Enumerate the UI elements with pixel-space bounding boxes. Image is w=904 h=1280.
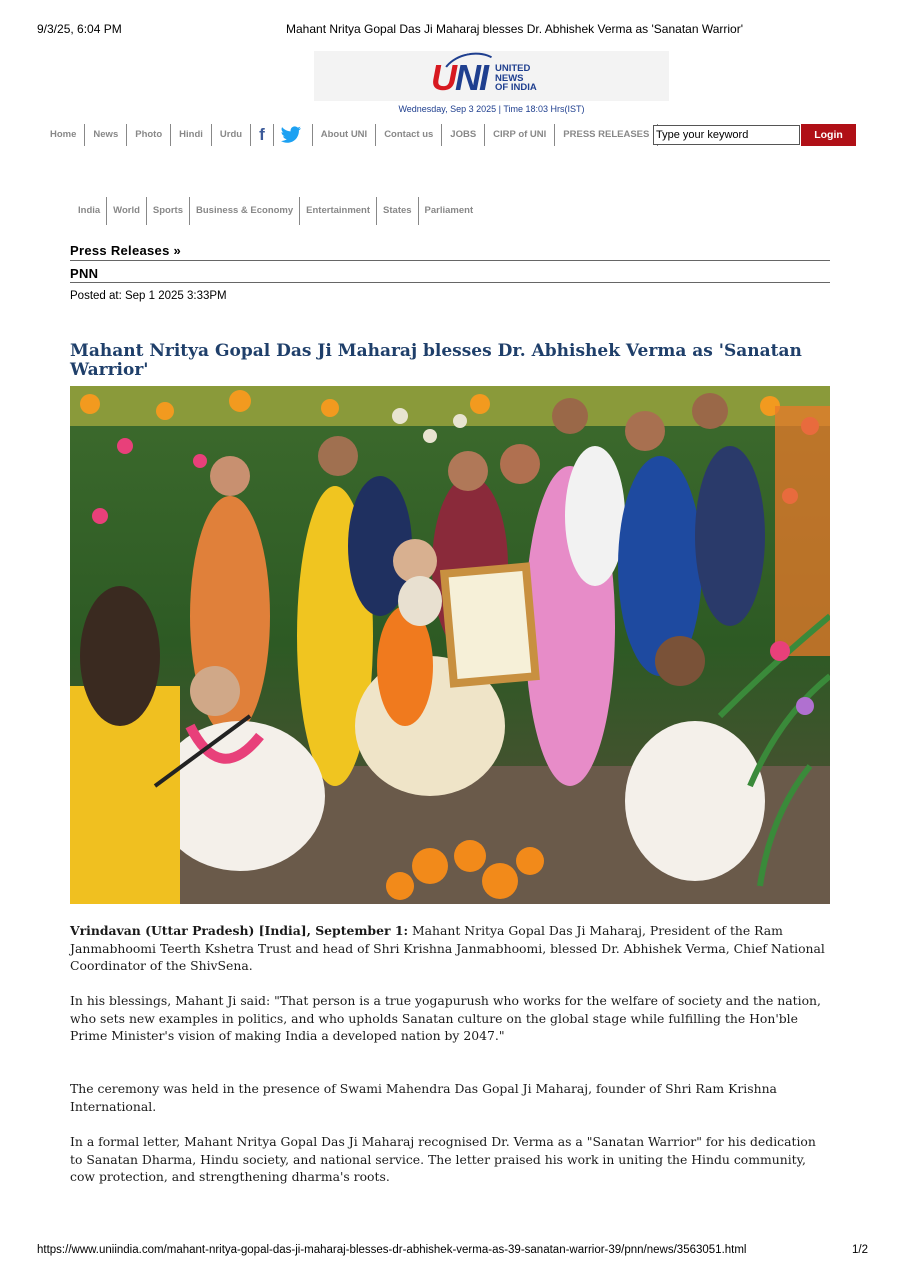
- source-label: PNN: [70, 266, 99, 281]
- article-paragraph: In his blessings, Mahant Ji said: "That person is a true yogapurush who works for the welfare of society and the nation, who sets new examples in politics, and who upholds Sanatan culture on the global stage while fulfilling the Hon'ble Prime Minister's vision of making India a developed nation by 2047.": [70, 993, 821, 1044]
- category-entertainment[interactable]: Entertainment: [299, 197, 376, 225]
- twitter-icon[interactable]: [273, 124, 312, 146]
- breadcrumb[interactable]: Press Releases »: [70, 243, 182, 258]
- print-url: https://www.uniindia.com/mahant-nritya-gopal-das-ji-maharaj-blesses-dr-abhishek-verma-as-39-sanatan-warrior-39/pnn/news/3563051.html: [37, 1244, 747, 1256]
- print-header: [0, 22, 904, 40]
- article-headline: Mahant Nritya Gopal Das Ji Maharaj blesses Dr. Abhishek Verma as 'Sanatan Warrior': [70, 341, 802, 380]
- facebook-icon[interactable]: f: [250, 124, 273, 146]
- divider: [70, 260, 830, 261]
- top-nav: [42, 124, 674, 146]
- print-page-title: Mahant Nritya Gopal Das Ji Maharaj blesses Dr. Abhishek Verma as 'Sanatan Warrior': [286, 22, 744, 36]
- article-paragraph: Vrindavan (Uttar Pradesh) [India], September 1: Mahant Nritya Gopal Das Ji Maharaj, President of the Ram Janmabhoomi Teerth Kshetra Trust and head of Shri Krishna Janmabhoomi, blessed Dr. Abhishek Verma, Chief National Coordinator of the ShivSena.: [70, 923, 825, 974]
- divider: [70, 282, 830, 283]
- logo-mark: UNI: [431, 57, 487, 98]
- site-dateline: Wednesday, Sep 3 2025 | Time 18:03 Hrs(IST): [398, 104, 585, 114]
- nav-news[interactable]: News: [84, 124, 126, 146]
- category-india[interactable]: India: [78, 205, 101, 216]
- article-photo: [70, 386, 830, 904]
- category-parliament[interactable]: Parliament: [418, 197, 480, 225]
- logo-wordmark: UNITED NEWS OF INDIA: [495, 63, 537, 93]
- category-business[interactable]: Business & Economy: [189, 197, 299, 225]
- category-nav: [72, 197, 479, 225]
- print-datetime: 9/3/25, 6:04 PM: [37, 22, 122, 36]
- page-number: 1/2: [852, 1244, 868, 1256]
- nav-cirp[interactable]: CIRP of UNI: [484, 124, 554, 146]
- nav-jobs[interactable]: JOBS: [441, 124, 484, 146]
- category-states[interactable]: States: [376, 197, 418, 225]
- login-button[interactable]: Login: [801, 124, 856, 146]
- nav-photo[interactable]: Photo: [126, 124, 170, 146]
- category-sports[interactable]: Sports: [146, 197, 189, 225]
- nav-about[interactable]: About UNI: [312, 124, 375, 146]
- posted-timestamp: Posted at: Sep 1 2025 3:33PM: [70, 290, 227, 302]
- site-logo[interactable]: [314, 51, 669, 101]
- nav-contact[interactable]: Contact us: [375, 124, 441, 146]
- search-input[interactable]: Type your keyword: [653, 125, 800, 145]
- nav-hindi[interactable]: Hindi: [170, 124, 211, 146]
- category-world[interactable]: World: [106, 197, 146, 225]
- nav-urdu[interactable]: Urdu: [211, 124, 250, 146]
- article-paragraph: In a formal letter, Mahant Nritya Gopal Das Ji Maharaj recognised Dr. Verma as a "Sanatan Warrior" for his dedication to Sanatan Dharma, Hindu society, and national service. The letter praised his work in uniting the Hindu community, cow protection, and strengthening dharma's roots.: [70, 1134, 816, 1185]
- article-paragraph: The ceremony was held in the presence of Swami Mahendra Das Gopal Ji Maharaj, founder of Shri Ram Krishna International.: [70, 1081, 777, 1114]
- nav-home[interactable]: Home: [50, 129, 77, 140]
- nav-press-releases[interactable]: PRESS RELEASES: [554, 124, 657, 146]
- print-footer: [0, 1244, 904, 1262]
- article-dateline: Vrindavan (Uttar Pradesh) [India], September 1:: [70, 923, 409, 938]
